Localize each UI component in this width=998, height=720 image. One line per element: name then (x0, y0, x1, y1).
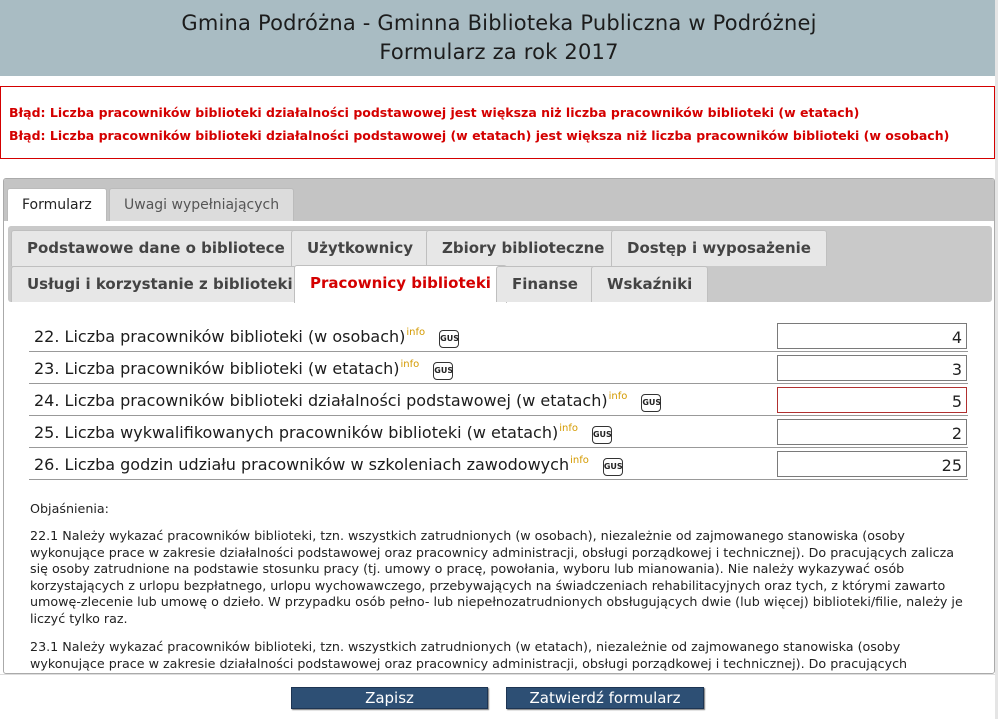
field-label-24: 24. Liczba pracowników biblioteki działalności podstawowej (w etatach) (34, 391, 608, 410)
field-row-24 (29, 384, 968, 416)
field-row-26 (29, 448, 968, 480)
field-label-25: 25. Liczba wykwalifikowanych pracowników biblioteki (w etatach) (34, 423, 559, 442)
field-label-23: 23. Liczba pracowników biblioteki (w etatach) (34, 359, 400, 378)
field-row-25 (29, 416, 968, 448)
info-icon[interactable]: info (570, 455, 589, 466)
field-input-24[interactable]: 5 (777, 387, 967, 413)
tab-dostep-i-wyposazenie[interactable]: Dostęp i wyposażenie (611, 230, 827, 266)
save-button[interactable]: Zapisz (291, 687, 488, 709)
info-icon[interactable]: info (608, 391, 628, 402)
tab-uslugi-i-korzystanie[interactable]: Usługi i korzystanie z biblioteki (11, 266, 309, 302)
tab-uzytkownicy[interactable]: Użytkownicy (291, 230, 429, 266)
tab-uwagi-wypelniajacych[interactable]: Uwagi wypełniających (109, 188, 294, 221)
section-tab-bar (8, 226, 992, 302)
bottom-action-bar (0, 674, 998, 720)
field-input-26[interactable]: 25 (777, 451, 967, 477)
field-row-22 (29, 320, 968, 352)
gus-icon[interactable]: GUS (641, 394, 661, 412)
explanations-heading: Objaśnienia: (30, 501, 109, 516)
tab-zbiory-biblioteczne[interactable]: Zbiory biblioteczne (426, 230, 620, 266)
error-message-2: Błąd: Liczba pracowników biblioteki działalności podstawowej (w etatach) jest większa niż liczba pracowników biblioteki (w osobach) (9, 128, 950, 143)
approve-form-button[interactable]: Zatwierdź formularz (506, 687, 704, 709)
tab-finanse[interactable]: Finanse (496, 266, 594, 302)
field-label-22: 22. Liczba pracowników biblioteki (w osobach) (34, 327, 406, 346)
info-icon[interactable]: info (559, 423, 578, 434)
gus-icon[interactable]: GUS (592, 426, 612, 444)
form-year-title: Formularz za rok 2017 (379, 40, 619, 64)
info-icon[interactable]: info (406, 327, 426, 338)
tab-formularz[interactable]: Formularz (7, 188, 107, 221)
tab-podstawowe-dane[interactable]: Podstawowe dane o bibliotece (11, 230, 301, 266)
info-icon[interactable]: info (400, 359, 420, 370)
gus-icon[interactable]: GUS (603, 458, 623, 476)
library-title: Gmina Podróżna - Gminna Biblioteka Publiczna w Podróżnej (181, 11, 817, 35)
top-tab-bar (4, 179, 994, 221)
field-label-26: 26. Liczba godzin udziału pracowników w szkoleniach zawodowych (34, 455, 570, 474)
tab-wskazniki[interactable]: Wskaźniki (591, 266, 708, 302)
gus-icon[interactable]: GUS (439, 330, 459, 348)
form-panel (3, 178, 995, 674)
explanation-23-1: 23.1 Należy wykazać pracowników biblioteki, tzn. wszystkich zatrudnionych (w etatach), niezależnie od zajmowanego stanowiska (osoby wykonujące prace w zakresie działalności podstawowej oraz pracownicy administracji, obsługi porządkowej i technicznej). Do pracujących (30, 639, 908, 671)
field-input-23[interactable]: 3 (777, 355, 967, 381)
gus-icon[interactable]: GUS (433, 362, 453, 380)
error-box (0, 86, 995, 159)
page-header (0, 0, 998, 76)
explanation-22-1: 22.1 Należy wykazać pracowników biblioteki, tzn. wszystkich zatrudnionych (w osobach), niezależnie od zajmowanego stanowiska (osoby wykonujące prace w zakresie działalności podstawowej oraz pracownicy administracji, obsługi porządkowej i technicznej). Do pracujących zalicza się osoby zatrudnione na podstawie stosunku pracy (tj. umowy o pracę, powołania, wyboru lub mianowania). Nie należy wykazywać osób korzystających z urlopu bezpłatnego, urlopu wychowawczego, przebywających na świadczeniach rehabilitacyjnych oraz tych, z którymi zawarto umowę-zlecenie lub umowę o dzieło. W przypadku osób pełno- lub niepełnozatrudnionych obsługujących dwie (lub więcej) biblioteki/filie, należy je liczyć tylko raz. (30, 528, 963, 626)
field-row-23 (29, 352, 968, 384)
field-input-25[interactable]: 2 (777, 419, 967, 445)
error-message-1: Błąd: Liczba pracowników biblioteki działalności podstawowej jest większa niż liczba pracowników biblioteki (w etatach) (9, 105, 860, 120)
field-input-22[interactable]: 4 (777, 323, 967, 349)
tab-pracownicy-biblioteki[interactable]: Pracownicy biblioteki (294, 265, 507, 303)
